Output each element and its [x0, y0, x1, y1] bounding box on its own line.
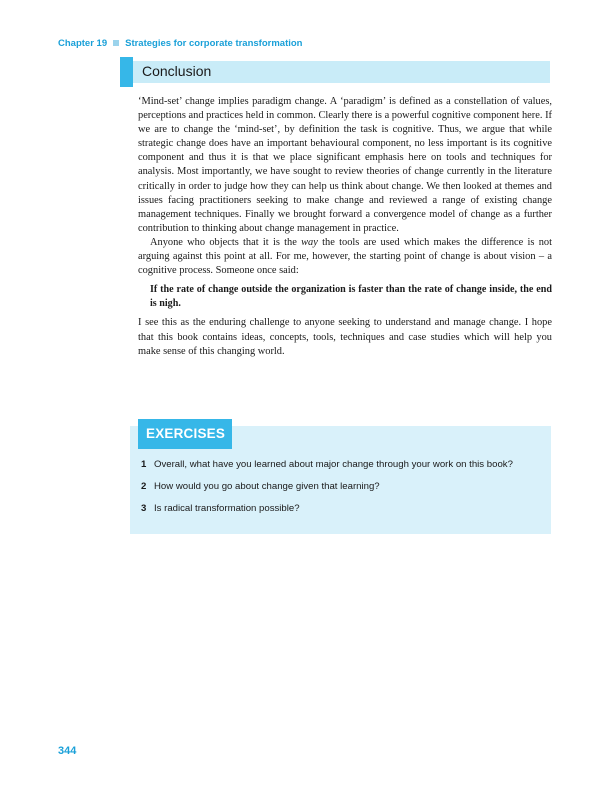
- paragraph-2-end: the tools are used which makes the difference is not arguing against this point at all. For me, however, the starting point of change is about vision – a cognitive process. Someone once said:: [138, 236, 552, 277]
- chapter-label: Chapter 19: [58, 38, 108, 49]
- square-bullet-icon: [113, 40, 119, 46]
- exercise-number: 2: [141, 481, 147, 492]
- exercise-list: [141, 458, 541, 524]
- paragraph-2-start: Anyone who objects that it is the: [150, 236, 302, 248]
- exercise-text: Overall, what have you learned about major change through your work on this book?: [154, 459, 513, 470]
- exercise-number: 1: [141, 459, 147, 470]
- paragraph-3: I see this as the enduring challenge to anyone seeking to understand and manage change. I hope that this book contains ideas, concepts, tools, techniques and case studies which will help you make sense of this changing world.: [138, 317, 552, 357]
- body-text: [138, 95, 552, 359]
- emphasis-way: way: [301, 236, 318, 248]
- exercise-text: Is radical transformation possible?: [154, 503, 300, 514]
- block-quote: If the rate of change outside the organization is faster than the rate of change inside, the end is nigh.: [150, 284, 552, 310]
- running-head: [58, 38, 302, 49]
- section-heading-accent: [120, 57, 133, 87]
- exercise-item: [141, 502, 541, 515]
- paragraph-2: [138, 236, 552, 278]
- exercise-item: [141, 458, 541, 471]
- exercise-item: [141, 480, 541, 493]
- paragraph-1: ‘Mind-set’ change implies paradigm change. A ‘paradigm’ is defined as a constellation of values, perceptions and practices held in common. Clearly there is a powerful cognitive component here. If we are to change the ‘mind-set’, by definition the task is cognitive. Thus, we argue that while strategic change does have an important behavioural component, no less important is its cognitive component and thus it is that we place significant emphasis here on tools and techniques for analysis. Most importantly, we have sought to review theories of change currently in the literature critically in order to judge how they can help us think about change. We then looked at themes and issues facing practitioners seeking to make change and reviewed a range of existing change management techniques. Finally we brought forward a convergence model of change as a further contribution to thinking about change management in practice.: [138, 96, 552, 234]
- exercises-title: EXERCISES: [146, 426, 226, 441]
- chapter-title: Strategies for corporate transformation: [125, 38, 303, 49]
- exercise-text: How would you go about change given that learning?: [154, 481, 380, 492]
- page-number: 344: [58, 745, 77, 757]
- section-title: Conclusion: [142, 63, 212, 79]
- exercise-number: 3: [141, 503, 147, 514]
